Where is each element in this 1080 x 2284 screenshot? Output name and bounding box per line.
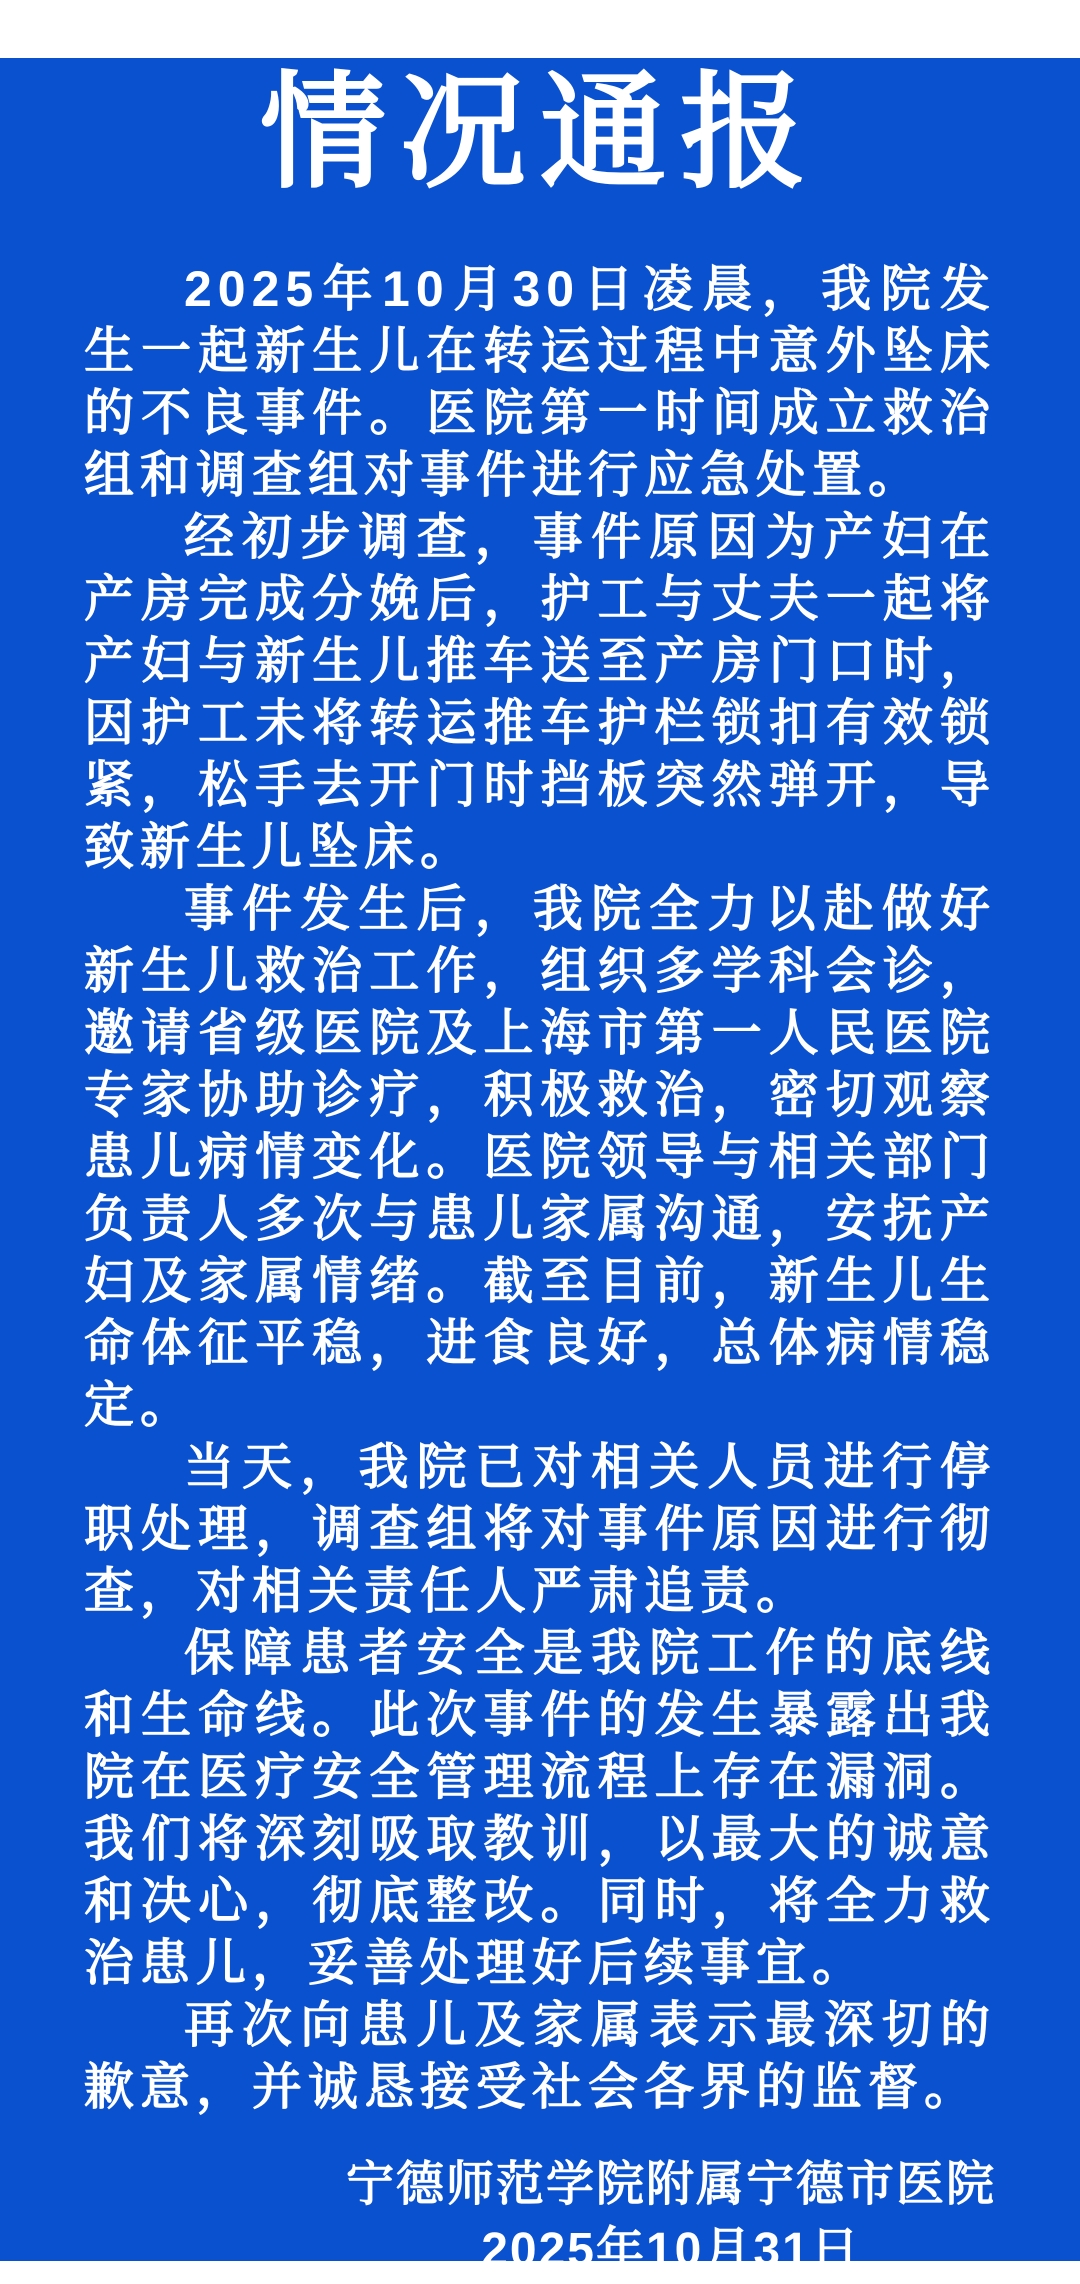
signature-date: 2025年10月31日 [481,2224,861,2277]
paragraph-accountability: 当天，我院已对相关人员进行停职处理，调查组将对事件原因进行彻查，对相关责任人严肃追责。 [84,1439,996,1619]
signature-hospital-name: 宁德师范学院附属宁德市医院 [345,2158,996,2211]
paragraph-incident-summary: 2025年10月30日凌晨，我院发生一起新生儿在转运过程中意外坠床的不良事件。医院第一时间成立救治组和调查组对事件进行应急处置。 [84,261,996,503]
signature-block [346,2152,996,2284]
notice-page [0,58,1080,2277]
paragraph-rectification: 保障患者安全是我院工作的底线和生命线。此次事件的发生暴露出我院在医疗安全管理流程上存在漏洞。我们将深刻吸取教训，以最大的诚意和决心，彻底整改。同时，将全力救治患儿，妥善处理好后续事宜。 [84,1625,996,1991]
notice-title: 情况通报 [260,58,820,206]
paragraph-preliminary-investigation: 经初步调查，事件原因为产妇在产房完成分娩后，护工与丈夫一起将产妇与新生儿推车送至产房门口时，因护工未将转运推车护栏锁扣有效锁紧，松手去开门时挡板突然弹开，导致新生儿坠床。 [84,509,996,875]
notice-body [84,258,996,2118]
paragraph-treatment-response: 事件发生后，我院全力以赴做好新生儿救治工作，组织多学科会诊，邀请省级医院及上海市第一人民医院专家协助诊疗，积极救治，密切观察患儿病情变化。医院领导与相关部门负责人多次与患儿家属沟通，安抚产妇及家属情绪。截至目前，新生儿生命体征平稳，进食良好，总体病情稳定。 [84,881,996,1433]
paragraph-apology: 再次向患儿及家属表示最深切的歉意，并诚恳接受社会各界的监督。 [84,1997,996,2115]
